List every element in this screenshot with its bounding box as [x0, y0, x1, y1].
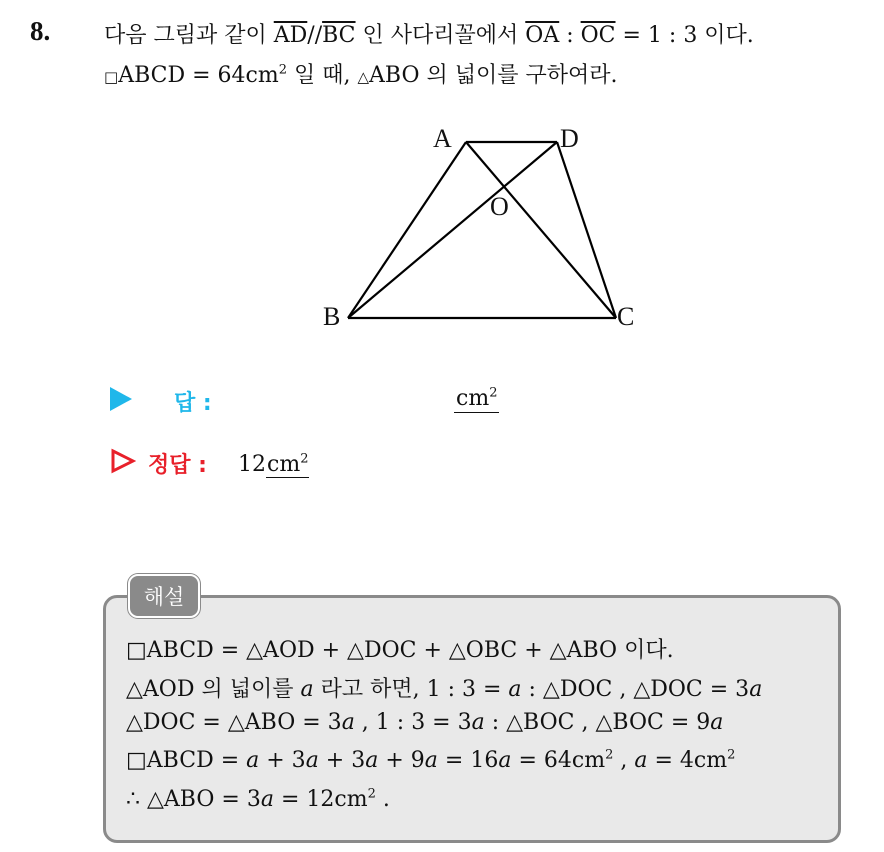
- triangle-symbol: △: [357, 68, 370, 86]
- solution-line-5: [126, 787, 390, 812]
- segment-ad: $\overline{AD}$: [273, 23, 308, 48]
- exponent: 2: [605, 747, 614, 763]
- answer-label: 답 :: [174, 391, 212, 416]
- variable: a: [508, 677, 522, 702]
- answer-input-blank[interactable]: [454, 386, 499, 413]
- play-outline-icon: [110, 448, 136, 474]
- question-text: 다음 그림과 같이: [104, 23, 274, 48]
- exponent: 2: [278, 62, 287, 78]
- segment-oa: $\overline{OA}$: [525, 23, 560, 48]
- exponent: 2: [300, 451, 309, 467]
- solution-text: = 12cm: [273, 787, 368, 812]
- variable: a: [498, 748, 512, 773]
- variable: a: [246, 748, 260, 773]
- variable: a: [749, 677, 763, 702]
- segment-oc: $\overline{OC}$: [580, 23, 616, 48]
- question-text: 인 사다리꼴에서: [355, 23, 526, 48]
- trapezoid-figure: [320, 120, 650, 340]
- solution-text: + 3: [259, 748, 306, 773]
- parallel-symbol: //: [307, 23, 323, 48]
- question-line-2: [104, 58, 618, 89]
- variable: a: [260, 787, 274, 812]
- diagonal-ac: [466, 142, 616, 318]
- answer-unit: cm: [456, 386, 490, 411]
- trapezoid-diagram: [320, 120, 650, 340]
- variable: a: [710, 710, 724, 735]
- solution-text: □ABCD =: [126, 748, 247, 773]
- question-line-1: [104, 18, 754, 49]
- question-text: 일 때,: [287, 63, 358, 88]
- solution-line-1: □ABCD = △AOD + △DOC + △OBC + △ABO 이다.: [126, 638, 674, 663]
- variable: a: [305, 748, 319, 773]
- solution-line-4: [126, 748, 735, 773]
- variable: a: [424, 748, 438, 773]
- question-number: 8.: [30, 16, 51, 46]
- solution-text: = 16: [437, 748, 499, 773]
- square-symbol: □: [104, 68, 119, 86]
- vertex-label-d: D: [560, 124, 579, 153]
- variable: a: [341, 710, 355, 735]
- exponent: 2: [367, 786, 376, 802]
- answer-row: [110, 385, 498, 416]
- solution-text: : △DOC , △DOC = 3: [521, 677, 750, 702]
- vertex-label-b: B: [323, 302, 341, 331]
- variable: a: [471, 710, 485, 735]
- solution-text: .: [375, 787, 390, 812]
- edge-ab: [348, 142, 466, 318]
- exponent: 2: [489, 385, 498, 401]
- solution-line-2: [126, 672, 762, 703]
- solution-line-3: [126, 710, 723, 735]
- vertex-label-a: A: [433, 124, 452, 153]
- correct-answer-value: [238, 452, 309, 477]
- diagonal-bd: [348, 142, 557, 318]
- edge-dc: [557, 142, 616, 318]
- variable: a: [365, 748, 379, 773]
- solution-text: : △BOC , △BOC = 9: [484, 710, 711, 735]
- answer-unit: cm: [267, 452, 301, 477]
- solution-text: = 4cm: [647, 748, 728, 773]
- variable: a: [634, 748, 648, 773]
- ratio-colon: :: [559, 23, 581, 48]
- question-text: ABCD = 64cm: [118, 63, 279, 88]
- solution-tab: 해설: [128, 574, 200, 618]
- vertex-label-o: O: [490, 192, 509, 221]
- solution-text: + 9: [378, 748, 425, 773]
- segment-bc: $\overline{BC}$: [322, 23, 356, 48]
- question-text: ABO 의 넓이를 구하여라.: [369, 63, 618, 88]
- solution-text: 라고 하면, 1 : 3 =: [313, 677, 509, 702]
- solution-text: , 1 : 3 = 3: [354, 710, 472, 735]
- solution-text: △DOC = △ABO = 3: [126, 710, 342, 735]
- question-text: = 1 : 3 이다.: [615, 23, 754, 48]
- vertex-label-c: C: [617, 302, 635, 331]
- solution-text: △AOD 의 넓이를: [126, 677, 301, 702]
- answer-number: 12: [238, 452, 266, 477]
- variable: a: [300, 677, 314, 702]
- correct-answer-row: [110, 448, 309, 478]
- play-filled-icon: [110, 387, 132, 411]
- solution-text: = 64cm: [511, 748, 606, 773]
- exponent: 2: [727, 747, 736, 763]
- solution-text: + 3: [318, 748, 366, 773]
- solution-text: ∴ △ABO = 3: [126, 787, 261, 812]
- correct-answer-label: 정답 :: [148, 453, 207, 478]
- solution-text: ,: [613, 748, 635, 773]
